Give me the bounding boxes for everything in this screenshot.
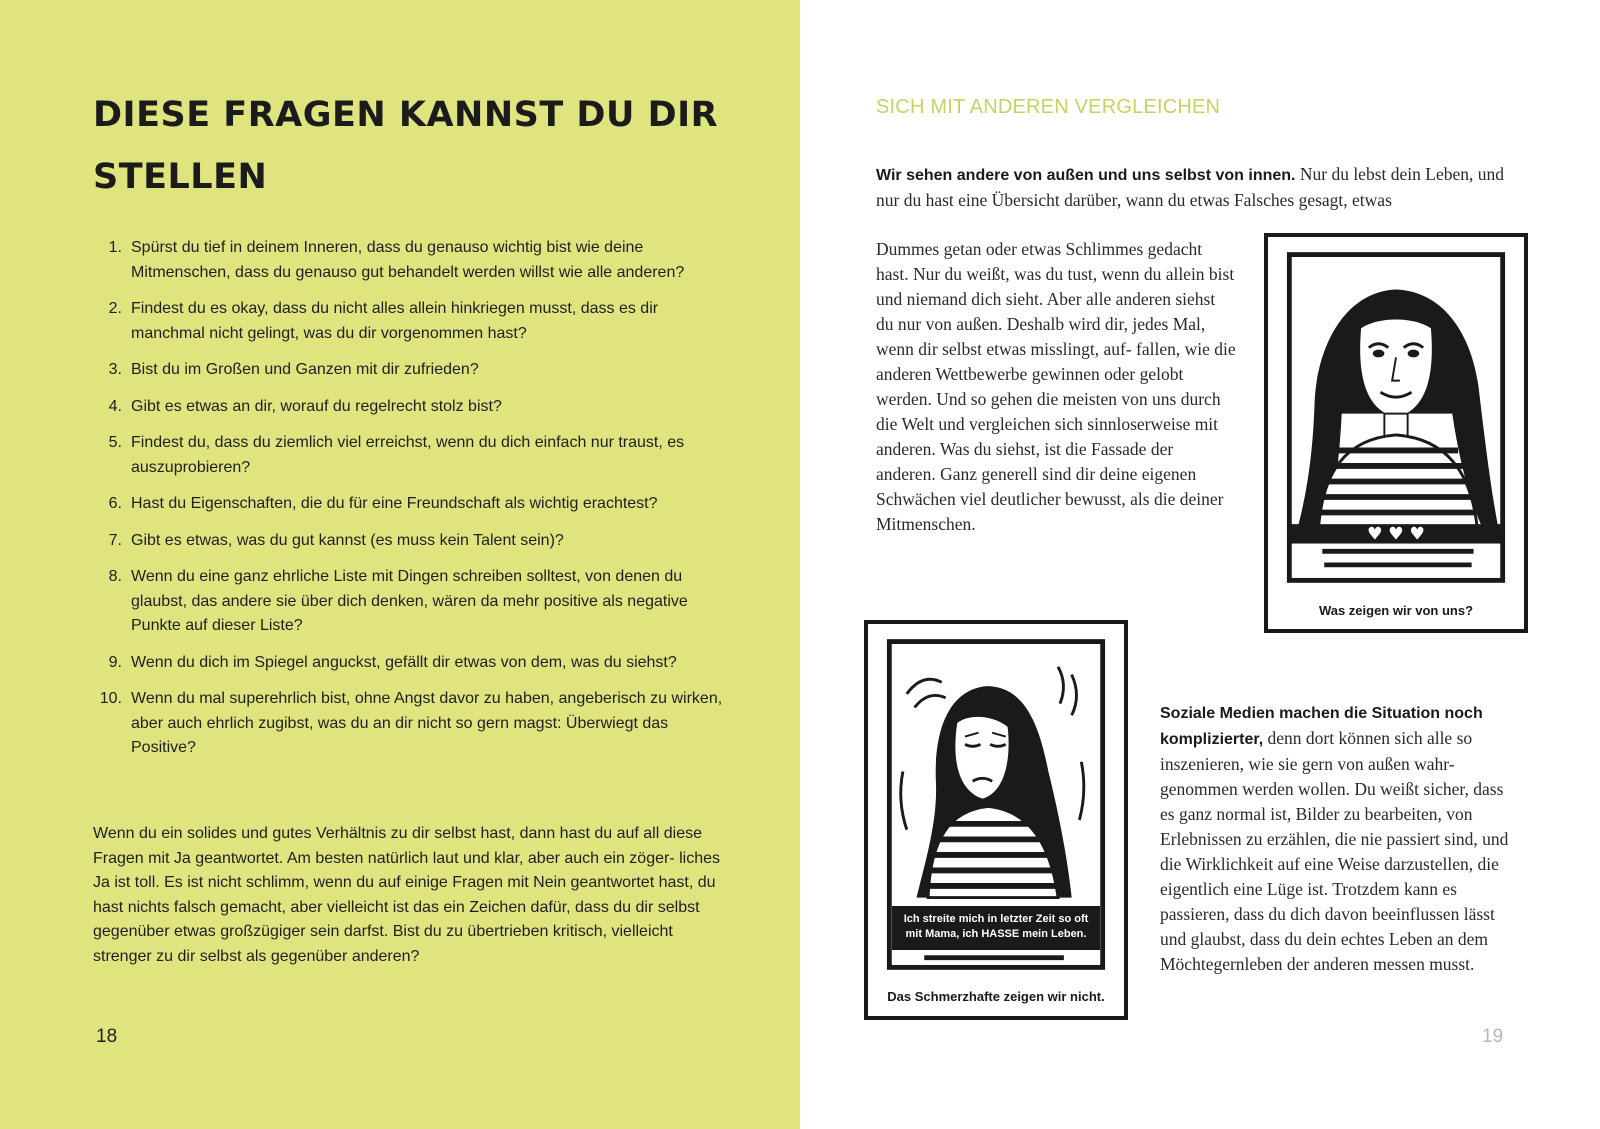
list-item — [93, 529, 733, 554]
list-number: 1. — [108, 239, 122, 256]
question-text: Wenn du eine ganz ehrliche Liste mit Dingen schreiben solltest, von denen du glaubst, das andere sie über dich denken, wären da mehr positive als negative Punkte auf dieser Liste? — [131, 568, 688, 634]
sad-girl-drawing — [868, 624, 1124, 1016]
question-text: Bist du im Großen und Ganzen mit dir zufrieden? — [131, 361, 479, 378]
illustration-sad-girl — [864, 620, 1128, 1020]
speech-line: Ich streite mich in letzter Zeit so oft — [903, 913, 1089, 925]
list-item — [93, 651, 733, 676]
smiling-girl-drawing — [1268, 237, 1524, 629]
list-number: 4. — [108, 397, 122, 415]
closing-paragraph: Wenn du ein solides und gutes Verhältnis zu dir selbst hast, dann hast du auf all diese Fragen mit Ja geantwortet. Am besten natürlich laut und klar, aber auch ein zöger- liches Ja ist toll. Es ist nicht schlimm, wenn du auf einige Fragen mit Nein geantwortet hast, du hast nichts falsch gemacht, aber vielleicht ist das ein Zeichen dafür, dass du dir selbst gegenüber etwas großzügiger sein darfst. Bist du zu übertrieben kritisch, vielleicht strenger zu dir selbst als gegenüber anderen? — [93, 825, 721, 965]
list-item — [93, 236, 733, 285]
question-text: Wenn du mal superehrlich bist, ohne Angst davor zu haben, angeberisch zu wirken, aber auch ehrlich zugibst, was du an dir nicht so gern magst: Überwiegt das Positive? — [131, 690, 723, 756]
list-number: 10. — [99, 690, 122, 707]
paragraph-text: Nur du lebst dein Leben, und nur du hast eine Übersicht darüber, wann du etwas Falsches gesagt, etwas — [876, 164, 1504, 210]
illustration-caption: Das Schmerzhafte zeigen wir nicht. — [887, 989, 1105, 1004]
list-item — [93, 687, 733, 761]
paragraph-social-media — [1160, 700, 1516, 977]
paragraph-body: Dummes getan oder etwas Schlimmes gedacht hast. Nur du weißt, was du tust, wenn du allein bist und niemand dich sieht. Aber alle anderen siehst du nur von außen. Deshalb wird dir, jedes Mal, wenn dir selbst etwas misslingt, auf- fallen, wie die anderen Wettbewerbe gewinnen oder gelobt werden. Und so gehen die meisten von uns durch die Welt und vergleichen sich sinnloserweise mit anderen. Was du siehst, ist die Fassade der anderen. Ganz generell sind dir deine eigenen Schwächen viel deutlicher bewusst, als die deiner Mitmenschen. — [876, 239, 1236, 534]
list-item — [93, 431, 733, 480]
page-number-right: 19 — [1482, 1026, 1504, 1047]
illustration-caption: Was zeigen wir von uns? — [1318, 603, 1474, 618]
list-number: 9. — [108, 653, 122, 671]
question-text: Findest du, dass du ziemlich viel erreichst, wenn du dich einfach nur traust, es auszuprobieren? — [131, 434, 685, 476]
list-item — [93, 565, 733, 639]
list-item — [93, 297, 733, 346]
list-number: 6. — [108, 495, 122, 512]
list-number: 8. — [108, 568, 122, 585]
section-heading: SICH MIT ANDEREN VERGLEICHEN — [876, 96, 1221, 118]
page-number-left: 18 — [96, 1026, 118, 1047]
list-number: 7. — [108, 531, 122, 549]
list-item — [93, 395, 733, 420]
speech-bubble — [892, 906, 1100, 950]
question-list — [93, 236, 733, 773]
speech-line: mit Mama, ich HASSE mein Leben. — [905, 928, 1087, 940]
question-text: Spürst du tief in deinem Inneren, dass du genauso wichtig bist wie deine Mitmenschen, dass du genauso gut behandelt werden willst wie alle anderen? — [131, 239, 685, 281]
question-text: Gibt es etwas an dir, worauf du regelrecht stolz bist? — [131, 397, 502, 415]
illustration-smiling-girl — [1264, 233, 1528, 633]
paragraph-lead: Soziale Medien machen die Situation noch komplizierter, — [1160, 705, 1483, 748]
paragraph-text: denn dort können sich alle so inszenieren, wie sie gern von außen wahr- genommen werden wollen. Du weißt sicher, dass es ganz normal ist, Bilder zu bearbeiten, von Erlebnissen zu erzählen, die nie passiert sind, und die Wirklichkeit auf eine Weise darzustellen, die eigentlich eine Lüge ist. Trotzdem kann es passieren, dass du dich davon beeinflussen lässt und glaubst, dass du dein echtes Leben an dem Möchtegernleben der anderen messen musst. — [1160, 728, 1509, 974]
list-number: 2. — [108, 300, 122, 317]
paragraph-lead: Wir sehen andere von außen und uns selbst von innen. — [876, 167, 1296, 184]
question-text: Findest du es okay, dass du nicht alles allein hinkriegen musst, dass es dir manchmal nicht gelingt, was du dir vorgenommen hast? — [131, 300, 659, 342]
question-text: Wenn du dich im Spiegel anguckst, gefällt dir etwas von dem, was du siehst? — [131, 653, 677, 671]
list-number: 5. — [108, 434, 122, 451]
list-number: 3. — [108, 361, 122, 378]
question-text: Gibt es etwas, was du gut kannst (es muss kein Talent sein)? — [131, 531, 564, 549]
page-title: DIESE FRAGEN KANNST DU DIR STELLEN — [93, 95, 719, 197]
list-item — [93, 358, 733, 383]
list-item — [93, 492, 733, 517]
hearts: ♥ ♥ ♥ — [1367, 524, 1425, 545]
paragraph-intro — [876, 162, 1506, 213]
question-text: Hast du Eigenschaften, die du für eine Freundschaft als wichtig erachtest? — [131, 495, 658, 512]
